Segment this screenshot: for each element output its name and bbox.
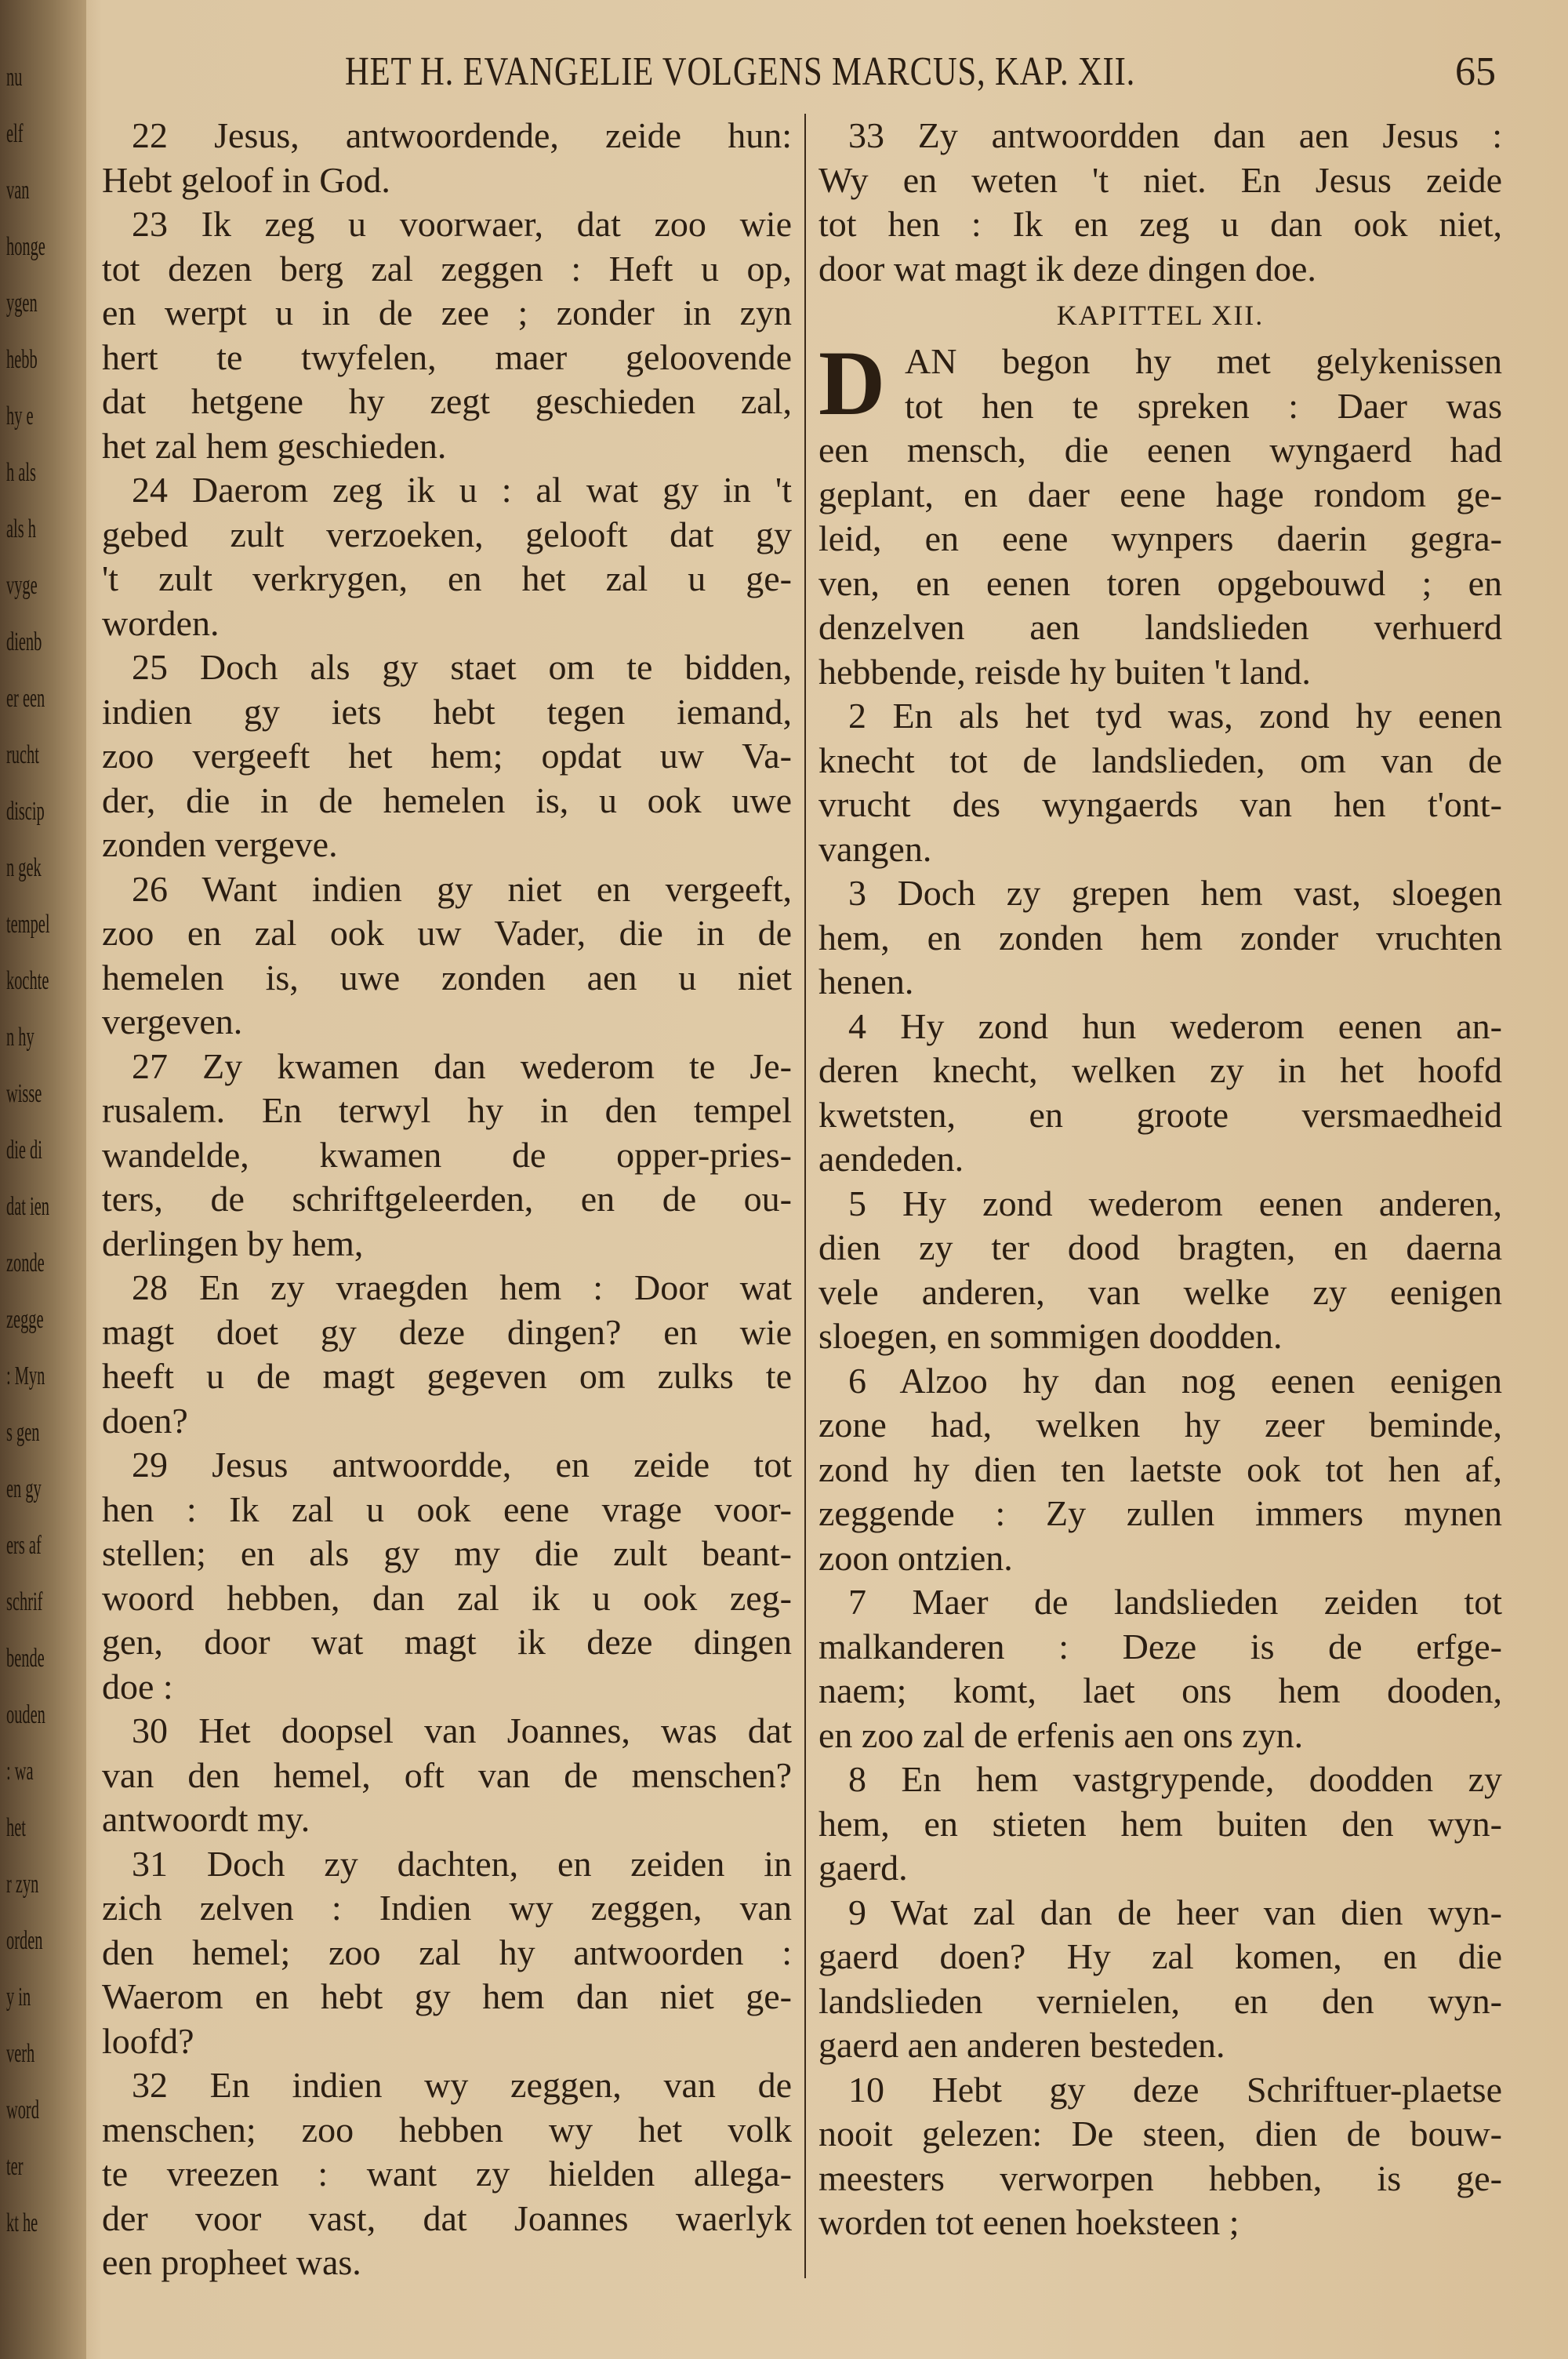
text-line: en zoo zal de erfenis aen ons zyn. bbox=[818, 1714, 1304, 1755]
text-line: 23 Ik zeg u voorwaer, dat zoo wie bbox=[132, 204, 792, 244]
text-line: henen. bbox=[818, 961, 914, 1001]
verse-paragraph bbox=[818, 1580, 1502, 1757]
text-line: 22 Jesus, antwoordende, zeide hun: bbox=[132, 115, 792, 155]
verse-paragraph bbox=[818, 2068, 1502, 2245]
text-line: Waerom en hebt gy hem dan niet ge- bbox=[102, 1976, 792, 2016]
text-line: derlingen by hem, bbox=[102, 1223, 364, 1263]
text-line: gaerd aen anderen besteden. bbox=[818, 2025, 1225, 2065]
text-line: aendeden. bbox=[818, 1139, 964, 1179]
text-line: een propheet was. bbox=[102, 2242, 361, 2282]
text-line: 5 Hy zond wederom eenen anderen, bbox=[848, 1183, 1502, 1223]
text-line: tot hen : Ik en zeg u dan ook niet, bbox=[818, 204, 1502, 244]
facing-page-fragment: n hy bbox=[6, 1023, 34, 1052]
text-line: zeggende : Zy zullen immers mynen bbox=[818, 1493, 1502, 1533]
text-line: stellen; en als gy my die zult beant- bbox=[102, 1533, 792, 1573]
text-line: geplant, en daer eene hage rondom ge- bbox=[818, 474, 1502, 514]
text-line: heeft u de magt gegeven om zulks te bbox=[102, 1356, 792, 1396]
facing-page-fragment: r zyn bbox=[6, 1870, 39, 1899]
verse-paragraph bbox=[102, 1266, 792, 1443]
text-line: zoo en zal ook uw Vader, die in de bbox=[102, 913, 792, 953]
text-line: malkanderen : Deze is de erfge- bbox=[818, 1626, 1502, 1667]
facing-page-fragment: hebb bbox=[6, 345, 38, 374]
text-line: rusalem. En terwyl hy in den tempel bbox=[102, 1090, 792, 1130]
text-line: 29 Jesus antwoordde, en zeide tot bbox=[132, 1445, 792, 1485]
facing-page-fragment: elf bbox=[6, 119, 24, 148]
text-line: 3 Doch zy grepen hem vast, sloegen bbox=[848, 873, 1502, 913]
facing-page-fragment: honge bbox=[6, 232, 45, 261]
text-line: meesters verworpen hebben, is ge- bbox=[818, 2157, 1502, 2198]
text-line: vele anderen, van welke zy eenigen bbox=[818, 1271, 1502, 1312]
text-line: zonden vergeve. bbox=[102, 824, 338, 864]
drop-cap: D bbox=[818, 332, 886, 434]
text-line: vangen. bbox=[818, 828, 932, 869]
text-line: een mensch, die eenen wyngaerd had bbox=[818, 430, 1502, 470]
verse-paragraph bbox=[102, 202, 792, 468]
chapter-heading: KAPITTEL XII. bbox=[1056, 300, 1265, 331]
verse-paragraph bbox=[818, 114, 1502, 291]
facing-page-fragment: dienb bbox=[6, 627, 42, 656]
text-line: hert te twyfelen, maer geloovende bbox=[102, 336, 792, 377]
text-line: 33 Zy antwoordden dan aen Jesus : bbox=[848, 115, 1502, 155]
text-line: gebed zult verzoeken, gelooft dat gy bbox=[102, 514, 792, 554]
verse-paragraph bbox=[818, 1005, 1502, 1182]
text-line: vergeven. bbox=[102, 1001, 243, 1041]
facing-page-fragment: word bbox=[6, 2095, 39, 2125]
facing-page-fragment: wisse bbox=[6, 1079, 42, 1108]
text-line: 32 En indien wy zeggen, van de bbox=[132, 2065, 792, 2105]
text-line: woord hebben, dan zal ik u ook zeg- bbox=[102, 1577, 792, 1618]
text-line: het zal hem geschieden. bbox=[102, 425, 447, 466]
text-line: 7 Maer de landslieden zeiden tot bbox=[848, 1582, 1502, 1622]
text-line: hebbende, reisde hy buiten 't land. bbox=[818, 651, 1311, 692]
text-line: naem; komt, laet ons hem dooden, bbox=[818, 1670, 1502, 1710]
text-line: van den hemel, oft van de menschen? bbox=[102, 1754, 792, 1795]
facing-page-fragment: : Myn bbox=[6, 1361, 45, 1390]
text-line: te vreezen : want zy hielden allega- bbox=[102, 2154, 792, 2194]
facing-page-fragment: verh bbox=[6, 2039, 35, 2068]
facing-page-fragment: er een bbox=[6, 684, 45, 713]
verse-paragraph bbox=[818, 871, 1502, 1005]
verse-paragraph bbox=[102, 645, 792, 867]
page-number: 65 bbox=[1455, 49, 1496, 94]
text-line: knecht tot de landslieden, om van de bbox=[818, 740, 1502, 780]
text-line: tot dezen berg zal zeggen : Heft u op, bbox=[102, 248, 792, 289]
facing-page-fragment: ter bbox=[6, 2152, 24, 2181]
text-line: ven, en eenen toren opgebouwd ; en bbox=[818, 562, 1502, 603]
facing-page-fragment: van bbox=[6, 176, 30, 205]
facing-page-fragment: ouden bbox=[6, 1700, 45, 1729]
verse-paragraph bbox=[102, 1443, 792, 1709]
text-line: magt doet gy deze dingen? en wie bbox=[102, 1311, 792, 1352]
text-line: doe : bbox=[102, 1666, 173, 1707]
text-line: en werpt u in de zee ; zonder in zyn bbox=[102, 293, 792, 333]
column-divider bbox=[804, 114, 806, 2278]
text-line: 25 Doch als gy staet om te bidden, bbox=[132, 647, 792, 687]
text-line: door wat magt ik deze dingen doe. bbox=[818, 248, 1316, 289]
text-line: 26 Want indien gy niet en vergeeft, bbox=[132, 868, 792, 909]
facing-page-fragment: en gy bbox=[6, 1474, 42, 1503]
facing-page-fragment: het bbox=[6, 1813, 26, 1842]
verse-paragraph bbox=[102, 468, 792, 645]
text-line: 2 En als het tyd was, zond hy eenen bbox=[848, 696, 1502, 736]
verse-paragraph bbox=[818, 1891, 1502, 2068]
text-line: Wy en weten 't niet. En Jesus zeide bbox=[818, 159, 1502, 200]
text-line: den hemel; zoo zal hy antwoorden : bbox=[102, 1932, 792, 1972]
facing-page-fragment: die di bbox=[6, 1136, 42, 1165]
text-line: 6 Alzoo hy dan nog eenen eenigen bbox=[848, 1360, 1502, 1401]
verse-paragraph bbox=[818, 694, 1502, 871]
right-column bbox=[818, 114, 1502, 2245]
text-line: der voor vast, dat Joannes waerlyk bbox=[102, 2197, 792, 2238]
facing-page-fragment: zegge bbox=[6, 1305, 44, 1334]
verse-paragraph bbox=[102, 114, 792, 202]
text-line: 't zult verkrygen, en het zal u ge- bbox=[102, 558, 792, 598]
facing-page-fragment: h als bbox=[6, 458, 36, 487]
text-line: 24 Daerom zeg ik u : al wat gy in 't bbox=[132, 470, 792, 510]
facing-page-fragment: rucht bbox=[6, 740, 39, 769]
verse-paragraph bbox=[818, 1359, 1502, 1581]
text-line: gaerd. bbox=[818, 1848, 908, 1888]
facing-page-fragment: n gek bbox=[6, 853, 42, 882]
text-line: wandelde, kwamen de opper-pries- bbox=[102, 1134, 792, 1175]
facing-page-fragment: bende bbox=[6, 1644, 45, 1673]
text-line: zoon ontzien. bbox=[818, 1537, 1013, 1578]
verse-paragraph bbox=[102, 1709, 792, 1842]
facing-page-fragment: zonde bbox=[6, 1249, 45, 1278]
text-line: ters, de schriftgeleerden, en de ou- bbox=[102, 1179, 792, 1219]
text-line: doen? bbox=[102, 1400, 188, 1441]
text-line: gaerd doen? Hy zal komen, en die bbox=[818, 1936, 1502, 1976]
text-line: kwetsten, en groote versmaedheid bbox=[818, 1094, 1502, 1135]
text-line: zond hy dien ten laetste ook tot hen af, bbox=[818, 1448, 1502, 1489]
verse-paragraph bbox=[102, 2063, 792, 2285]
facing-page-fragment: dat ien bbox=[6, 1192, 49, 1221]
text-line: sloegen, en sommigen doodden. bbox=[818, 1316, 1283, 1356]
text-line: zone had, welken hy zeer beminde, bbox=[818, 1405, 1502, 1445]
verse-paragraph bbox=[818, 332, 1502, 694]
verse-paragraph bbox=[102, 1842, 792, 2064]
facing-page-fragment: kochte bbox=[6, 966, 49, 995]
text-line: antwoordt my. bbox=[102, 1799, 310, 1839]
facing-page-fragment: vyge bbox=[6, 571, 38, 600]
text-line: worden. bbox=[102, 602, 220, 643]
text-line: 8 En hem vastgrypende, doodden zy bbox=[848, 1759, 1502, 1799]
verse-paragraph bbox=[818, 114, 1502, 291]
text-line: 9 Wat zal dan de heer van dien wyn- bbox=[848, 1892, 1502, 1932]
text-line: 4 Hy zond hun wederom eenen an- bbox=[848, 1005, 1502, 1046]
facing-page-fragment: hy e bbox=[6, 402, 34, 431]
text-line: hemelen is, uwe zonden aen u niet bbox=[102, 957, 792, 998]
text-line: landslieden vernielen, en den wyn- bbox=[818, 1980, 1502, 2021]
text-line: hem, en stieten hem buiten den wyn- bbox=[818, 1803, 1502, 1844]
text-line: 27 Zy kwamen dan wederom te Je- bbox=[132, 1045, 792, 1086]
text-line: vrucht des wyngaerds van hen t'ont- bbox=[818, 784, 1502, 824]
text-line: leid, en eene wynpers daerin gegra- bbox=[818, 518, 1502, 558]
left-column bbox=[102, 114, 792, 2285]
text-line: 10 Hebt gy deze Schriftuer-plaetse bbox=[848, 2069, 1502, 2110]
text-line: der, die in de hemelen is, u ook uwe bbox=[102, 780, 792, 820]
facing-page-fragment: discip bbox=[6, 797, 45, 826]
text-line: indien gy iets hebt tegen iemand, bbox=[102, 691, 792, 732]
text-line: dat hetgene hy zegt geschieden zal, bbox=[102, 381, 792, 421]
text-line: deren knecht, welken zy in het hoofd bbox=[818, 1050, 1502, 1090]
verse-paragraph bbox=[102, 1045, 792, 1267]
text-line: 31 Doch zy dachten, en zeiden in bbox=[132, 1843, 792, 1884]
text-line: loofd? bbox=[102, 2020, 194, 2061]
facing-page-fragment: orden bbox=[6, 1926, 43, 1955]
facing-page-fragment: ygen bbox=[6, 289, 38, 318]
facing-page-fragment: ers af bbox=[6, 1531, 42, 1560]
facing-page-fragment: schrif bbox=[6, 1587, 43, 1616]
facing-page-fragment: s gen bbox=[6, 1418, 40, 1447]
text-line: hem, en zonden hem zonder vruchten bbox=[818, 917, 1502, 958]
verse-paragraph bbox=[818, 1757, 1502, 1891]
facing-page-fragment: als h bbox=[6, 514, 36, 543]
facing-page-fragment: : wa bbox=[6, 1757, 34, 1786]
text-line: dien zy ter dood bragten, en daerna bbox=[818, 1227, 1502, 1267]
chapter-opening bbox=[818, 332, 1502, 694]
text-line: zoo vergeeft het hem; opdat uw Va- bbox=[102, 736, 792, 776]
verse-paragraph bbox=[818, 1182, 1502, 1359]
text-line: zich zelven : Indien wy zeggen, van bbox=[102, 1888, 792, 1928]
facing-page-fragment: tempel bbox=[6, 910, 50, 939]
text-line: tot hen te spreken : Daer was bbox=[905, 385, 1502, 426]
text-line: denzelven aen landslieden verhuerd bbox=[818, 607, 1502, 647]
text-line: gen, door wat magt ik deze dingen bbox=[102, 1622, 792, 1662]
text-line: worden tot eenen hoeksteen ; bbox=[818, 2202, 1240, 2242]
facing-page-fragment: nu bbox=[6, 63, 23, 92]
text-line: menschen; zoo hebben wy het volk bbox=[102, 2109, 792, 2150]
facing-page-edge bbox=[0, 0, 86, 2359]
text-line: 30 Het doopsel van Joannes, was dat bbox=[132, 1710, 792, 1750]
text-line: AN begon hy met gelykenissen bbox=[905, 341, 1502, 381]
facing-page-fragment: kt he bbox=[6, 2208, 38, 2237]
text-line: 28 En zy vraegden hem : Door wat bbox=[132, 1267, 792, 1307]
running-head: HET H. EVANGELIE VOLGENS MARCUS, KAP. XII. bbox=[345, 49, 1136, 94]
text-line: nooit gelezen: De steen, dien de bouw- bbox=[818, 2114, 1502, 2154]
text-line: Hebt geloof in God. bbox=[102, 159, 390, 200]
verse-paragraph bbox=[102, 867, 792, 1045]
text-line: hen : Ik zal u ook eene vrage voor- bbox=[102, 1488, 792, 1529]
facing-page-fragment: y in bbox=[6, 1983, 31, 2012]
